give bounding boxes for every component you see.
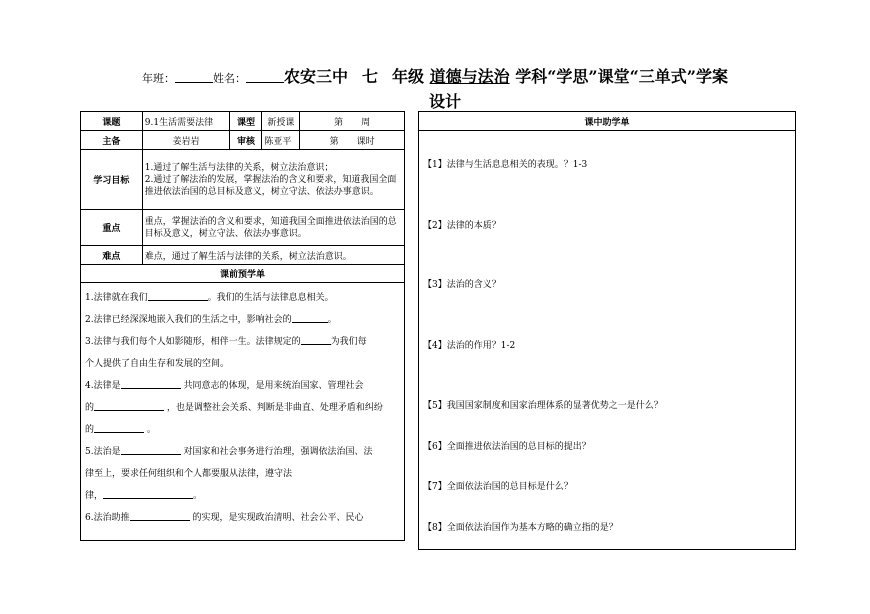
fill-blank[interactable] xyxy=(301,335,331,345)
topic-value: 9.1生活需要法律 xyxy=(142,112,230,131)
fill-blank[interactable] xyxy=(94,401,164,411)
in-class-guide-table xyxy=(418,111,796,550)
preview-line: 个人提供了自由生存和发展的空间。 xyxy=(85,359,230,369)
goals-label: 学习目标 xyxy=(81,150,143,210)
grade-suffix: 年级 xyxy=(392,67,425,86)
period-label: 第 课时 xyxy=(300,131,405,150)
question-6: 【6】全面推进依法治国的总目标的提出？ xyxy=(423,442,591,452)
fill-blank[interactable] xyxy=(130,511,190,521)
fill-blank[interactable] xyxy=(121,445,181,455)
hard-value: 难点，通过了解生活与法律的关系，树立法治意识。 xyxy=(142,246,404,265)
type-label: 课型 xyxy=(230,112,262,131)
goals-content xyxy=(142,150,404,210)
fill-blank[interactable] xyxy=(121,379,181,389)
preview-line: 3.法律与我们每个人如影随形，相伴一生。法律规定的 为我们每 xyxy=(85,337,367,347)
title-rest: 学科“学思”课堂“三单式”学案 xyxy=(515,67,729,86)
preview-line: 5.法治是 对国家和社会事务进行治理，强调依法治国、法 xyxy=(85,447,373,457)
fill-blank[interactable] xyxy=(148,291,208,301)
review-value: 陈亚平 xyxy=(262,131,300,150)
key-value: 重点，掌握法治的含义和要求，知道我国全面推进依法治国的总目标及意义，树立守法、依法办事意识。 xyxy=(142,210,404,246)
question-1: 【1】法律与生活息息相关的表现。？1-3 xyxy=(423,160,588,170)
type-value: 新授课 xyxy=(262,112,300,131)
preview-line: 律至上，要求任何组织和个人都要服从法律，遵守法 xyxy=(85,469,293,479)
prep-value: 姜岩岩 xyxy=(142,131,230,150)
grade-number: 七 xyxy=(361,67,378,86)
review-label: 审核 xyxy=(230,131,262,150)
goal-1: 1.通过了解生活与法律的关系，树立法治意识； xyxy=(144,162,334,173)
grade-blank[interactable] xyxy=(175,70,213,83)
guide-title: 课中助学单 xyxy=(419,112,796,131)
lesson-info-table xyxy=(80,111,405,541)
goal-2: 2.通过了解法治的发展，掌握法治的含义和要求，知道我国全面推进依法治国的总目标及意义，树立守法、依法办事意识。 xyxy=(144,174,397,197)
key-label: 重点 xyxy=(81,210,143,246)
guide-questions xyxy=(419,131,796,550)
fill-blank[interactable] xyxy=(103,489,193,499)
preview-line: 1.法律就在我们 。我们的生活与法律息息相关。 xyxy=(85,293,334,303)
document-title xyxy=(0,64,870,112)
preview-list xyxy=(81,283,405,541)
grade-label: 年班： xyxy=(141,72,175,85)
title-line2: 设计 xyxy=(428,92,461,111)
school-name: 农安三中 xyxy=(283,67,348,86)
hard-label: 难点 xyxy=(81,246,143,265)
question-8: 【8】全面依法治国作为基本方略的确立指的是？ xyxy=(423,523,618,533)
name-label: 姓名： xyxy=(212,72,246,85)
question-7: 【7】全面依法治国的总目标是什么？ xyxy=(423,482,573,492)
name-blank[interactable] xyxy=(246,70,284,83)
preview-line: 6.法治助推 的实现，是实现政治清明、社会公平、民心 xyxy=(85,513,364,523)
fill-blank[interactable] xyxy=(292,313,328,323)
preview-line: 律， 。 xyxy=(85,491,203,501)
question-3: 【3】法治的含义？ xyxy=(423,280,501,290)
preview-line: 的 。 xyxy=(85,425,156,435)
week-label: 第 周 xyxy=(300,112,405,131)
question-2: 【2】法律的本质？ xyxy=(423,221,501,231)
prep-label: 主备 xyxy=(81,131,143,150)
topic-label: 课题 xyxy=(81,112,143,131)
subject-name: 道德与法治 xyxy=(429,67,510,86)
fill-blank[interactable] xyxy=(94,423,144,433)
preview-line: 2.法律已经深深地嵌入我们的生活之中，影响社会的 。 xyxy=(85,315,337,325)
question-5: 【5】我国国家制度和国家治理体系的显著优势之一是什么？ xyxy=(423,401,663,411)
preview-line: 4.法律是 共同意志的体现，是用来统治国家、管理社会 xyxy=(85,381,364,391)
preview-line: 的 ，也是调整社会关系、判断是非曲直、处理矛盾和纠纷 xyxy=(85,403,383,413)
preview-title: 课前预学单 xyxy=(81,265,405,283)
question-4: 【4】法治的作用？1-2 xyxy=(423,341,516,351)
